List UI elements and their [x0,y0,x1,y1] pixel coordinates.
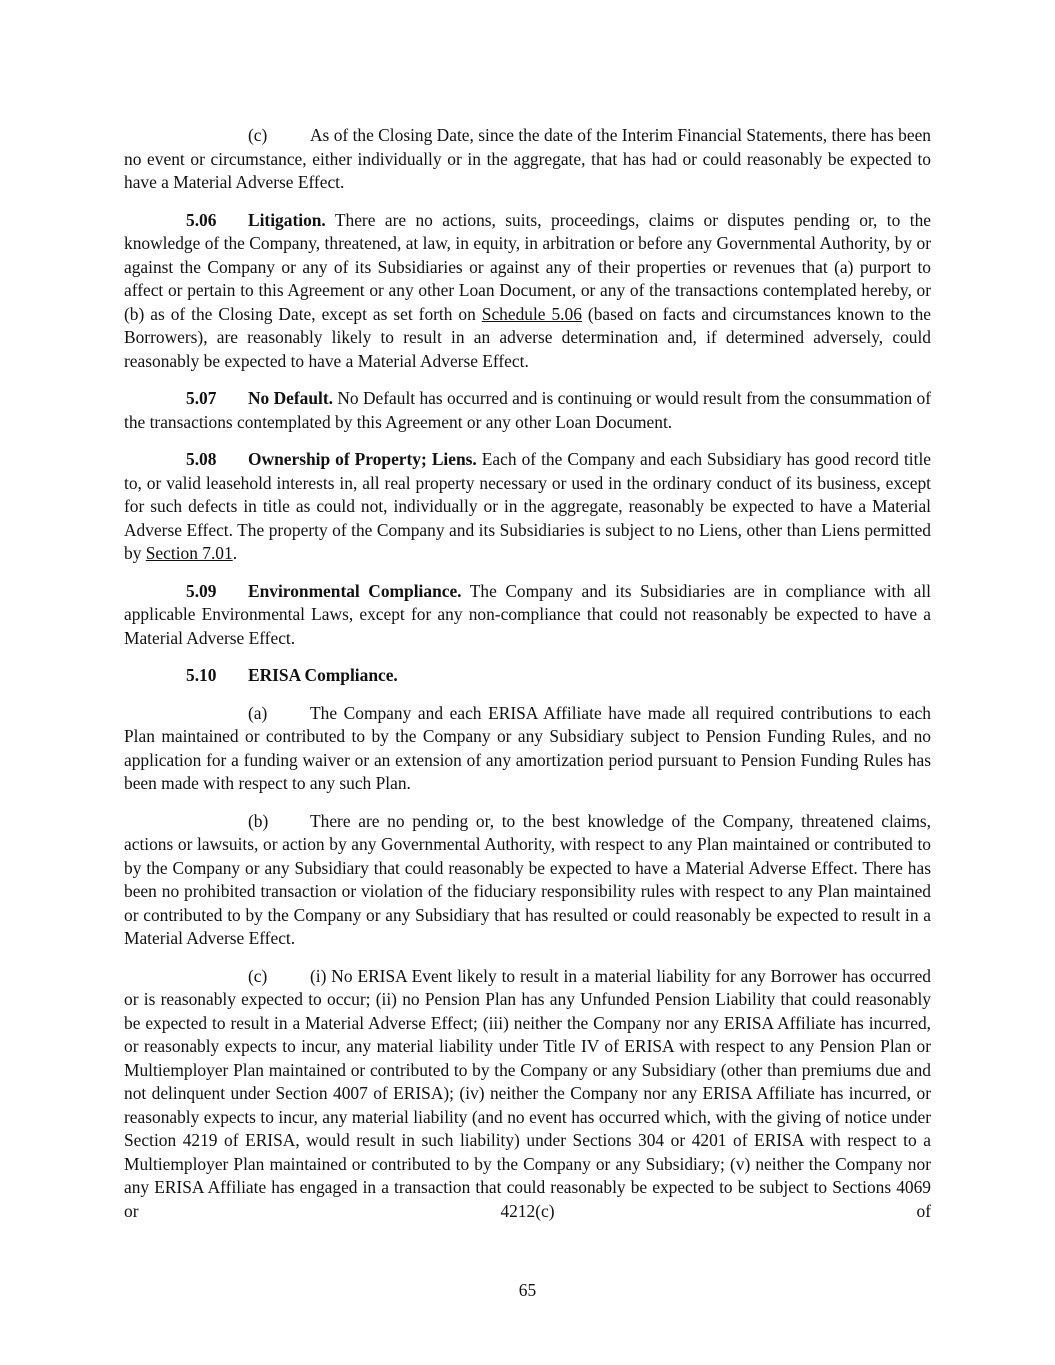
section-number: 5.09 [186,580,217,601]
section-title: Ownership of Property; Liens. [248,449,477,469]
document-page [124,124,931,1237]
section-5-10-heading [124,664,931,688]
section-number: 5.06 [186,209,217,230]
clause-label: (a) [248,702,268,723]
page-number: 65 [518,1280,537,1300]
clause-text: (i) No ERISA Event likely to result in a material liability for any Borrower has occurred or is reasonably expected to occur; (ii) no Pension Plan has any Unfunded Pension Liability that could reasonably be expected to result in a Material Adverse Effect; (iii) neither the Company nor any ERISA Affiliate has incurred, or reasonably expects to incur, any material liability under Title IV of ERISA with respect to any Pension Plan or Multiemployer Plan maintained or contributed to by the Company or any Subsidiary (other than premiums due and not delinquent under Section 4007 of ERISA); (iv) neither the Company nor any ERISA Affiliate has incurred, or reasonably expects to incur, any material liability (and no event has occurred which, with the giving of notice under Section 4219 of ERISA, would result in such liability) under Sections 304 or 4201 of ERISA with respect to a Multiemployer Plan maintained or contributed to by the Company or any Subsidiary; (v) neither the Company nor any ERISA Affiliate has engaged in a transaction that could reasonably be expected to be subject to Sections 4069 or 4212(c) of [124,965,931,1221]
section-title: No Default. [248,388,334,408]
section-5-06 [124,209,931,374]
clause-label: (c) [248,965,268,986]
section-5-09 [124,580,931,651]
section-text: Each of the Company and each Subsidiary has good record title to, or valid leasehold interests in, all real property necessary or used in the ordinary conduct of its business, except for such defects in title as could not, individually or in the aggregate, reasonably be expected to have a Material Adverse Effect. The property of the Company and its Subsidiaries is subject to no Liens, other than Liens permitted by [124,449,931,563]
erisa-clause-b [124,810,931,951]
clause-text: There are no pending or, to the best knowledge of the Company, threatened claims, actions or lawsuits, or action by any Governmental Authority, with respect to any Plan maintained or contributed to by the Company or any Subsidiary that could reasonably be expected to have a Material Adverse Effect. There has been no prohibited transaction or violation of the fiduciary responsibility rules with respect to any Plan maintained or contributed to by the Company or any Subsidiary that has resulted or could reasonably be expected to result in a Material Adverse Effect. [124,810,931,948]
clause-label: (c) [248,125,268,145]
section-number: 5.08 [186,449,217,469]
section-7-01-link[interactable]: Section 7.01 [145,543,233,563]
paragraph-closing-date [124,124,931,195]
schedule-5-06-link[interactable]: Schedule 5.06 [481,303,582,324]
section-text-continued: (based on facts and circumstances known to the Borrowers), are reasonably likely to result in an adverse determination and, if determined adversely, could reasonably be expected to have a Material Adverse Effect. [124,303,931,371]
section-5-08 [124,448,931,566]
paragraph-text: As of the Closing Date, since the date of the Interim Financial Statements, there has been no event or circumstance, either individually or in the aggregate, that has had or could reasonably be expected to have a Material Adverse Effect. [124,125,931,192]
section-title: ERISA Compliance. [248,665,398,685]
section-number: 5.10 [186,665,217,685]
clause-label: (b) [248,810,269,831]
section-text: The Company and its Subsidiaries are in compliance with all applicable Environmental Laws, except for any non-compliance that could not reasonably be expected to have a Material Adverse Effect. [124,580,931,648]
erisa-clause-a [124,702,931,796]
clause-text: The Company and each ERISA Affiliate have made all required contributions to each Plan maintained or contributed to by the Company or any Subsidiary subject to Pension Funding Rules, and no application for a funding waiver or an extension of any amortization period pursuant to Pension Funding Rules has been made with respect to any such Plan. [124,702,931,793]
section-title: Environmental Compliance. [248,580,462,601]
section-text: No Default has occurred and is continuing or would result from the consummation of the transactions contemplated by this Agreement or any other Loan Document. [124,388,931,432]
section-text-continued: . [232,543,238,563]
section-text: There are no actions, suits, proceedings, claims or disputes pending or, to the knowledge of the Company, threatened, at law, in equity, in arbitration or before any Governmental Authority, by or against the Company or any of its Subsidiaries or against any of their properties or revenues that (a) purport to affect or pertain to this Agreement or any other Loan Document, or any of the transactions contemplated hereby, or (b) as of the Closing Date, except as set forth on [124,209,931,324]
section-number: 5.07 [186,388,217,408]
erisa-clause-c [124,965,931,1224]
section-title: Litigation. [248,209,326,230]
section-5-07 [124,387,931,434]
